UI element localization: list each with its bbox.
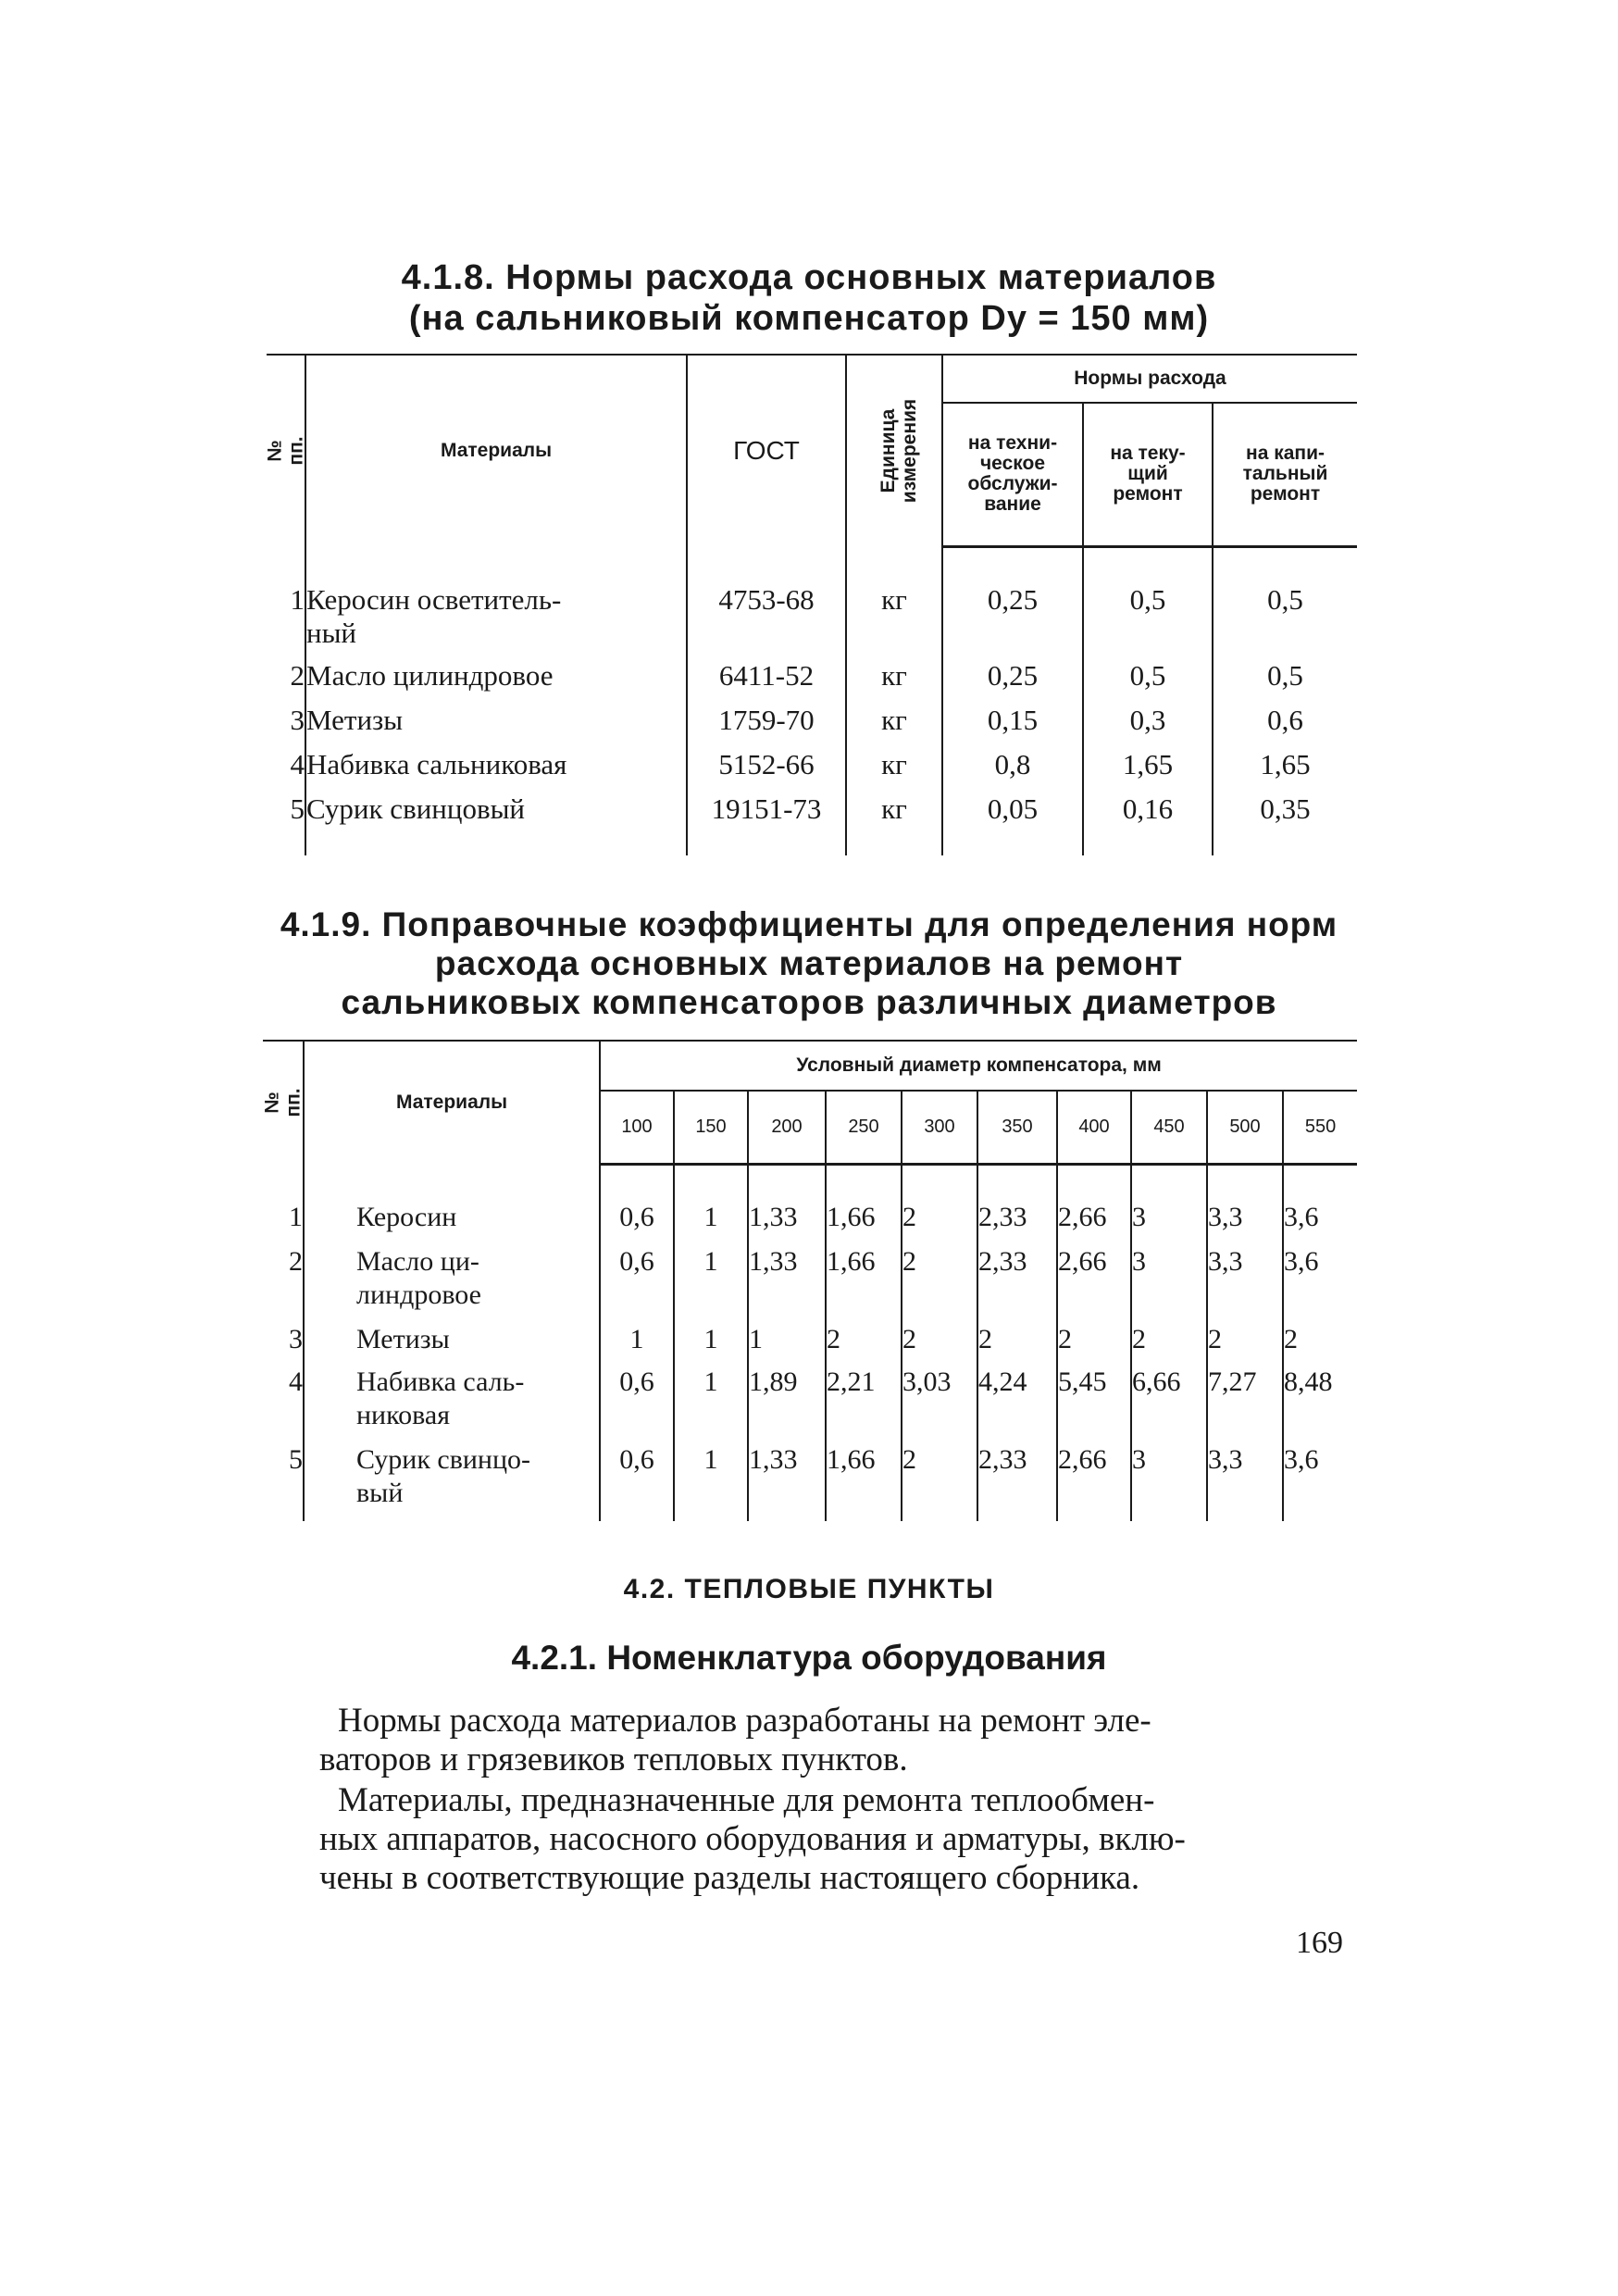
row-num: 4 (267, 748, 305, 792)
coefficient-value: 0,6 (600, 1366, 674, 1443)
coefficient-value: 5,45 (1057, 1366, 1131, 1443)
coefficient-value: 1,66 (826, 1245, 902, 1323)
coefficient-value: 2,66 (1057, 1443, 1131, 1521)
row-num: 5 (267, 792, 305, 837)
header-diameter: 450 (1131, 1091, 1207, 1164)
coefficient-value: 2,33 (977, 1201, 1057, 1245)
coefficient-value: 3,3 (1207, 1245, 1283, 1323)
coefficient-value: 2 (902, 1443, 977, 1521)
coefficient-value: 3 (1131, 1201, 1207, 1245)
maintenance-value: 0,25 (942, 583, 1083, 659)
gost-value: 6411-52 (687, 659, 846, 704)
header-diameter: 250 (826, 1091, 902, 1164)
material-name: Сурик свинцо- вый (304, 1443, 600, 1521)
title-line-3: сальниковых компенсаторов различных диаметров (341, 983, 1277, 1021)
coefficient-value: 2,66 (1057, 1201, 1131, 1245)
coefficient-value: 2,33 (977, 1443, 1057, 1521)
row-num: 5 (263, 1443, 304, 1521)
material-name: Масло цилиндровое (305, 659, 687, 704)
capital-repair-value: 0,35 (1213, 792, 1357, 837)
coefficient-value: 2,66 (1057, 1245, 1131, 1323)
header-norms-group: Нормы расхода (942, 355, 1357, 403)
coefficient-value: 3,3 (1207, 1443, 1283, 1521)
gost-value: 19151-73 (687, 792, 846, 837)
capital-repair-value: 0,5 (1213, 583, 1357, 659)
header-capital-repair: на капи- тальный ремонт (1213, 403, 1357, 546)
unit-value: кг (846, 704, 942, 748)
coefficient-value: 2 (977, 1323, 1057, 1366)
header-num: № пп. (267, 355, 305, 546)
section-4-1-9-title (0, 905, 1618, 1022)
maintenance-value: 0,25 (942, 659, 1083, 704)
coefficient-value: 0,6 (600, 1245, 674, 1323)
coefficient-value: 3,03 (902, 1366, 977, 1443)
table-row (267, 792, 1357, 837)
gost-value: 4753-68 (687, 583, 846, 659)
unit-value: кг (846, 748, 942, 792)
material-name: Керосин (304, 1201, 600, 1245)
coefficient-value: 2 (826, 1323, 902, 1366)
header-diameter: 350 (977, 1091, 1057, 1164)
table-row (263, 1323, 1357, 1366)
material-name: Керосин осветитель- ный (305, 583, 687, 659)
header-materials: Материалы (304, 1041, 600, 1164)
coefficient-value: 3,6 (1283, 1443, 1357, 1521)
header-gost: ГОСТ (687, 355, 846, 546)
current-repair-value: 0,5 (1083, 583, 1213, 659)
page-number: 169 (1296, 1926, 1343, 1960)
coefficient-value: 3,6 (1283, 1201, 1357, 1245)
coefficient-value: 1,33 (748, 1443, 826, 1521)
table-row (267, 583, 1357, 659)
material-name: Метизы (304, 1323, 600, 1366)
header-num: № пп. (263, 1041, 304, 1164)
row-num: 4 (263, 1366, 304, 1443)
coefficient-value: 3 (1131, 1443, 1207, 1521)
unit-value: кг (846, 792, 942, 837)
header-diameter: 150 (674, 1091, 748, 1164)
material-name: Сурик свинцовый (305, 792, 687, 837)
row-num: 2 (263, 1245, 304, 1323)
paragraph-1: Нормы расхода материалов разработаны на ремонт эле- ваторов и грязевиков тепловых пунктов. (319, 1702, 1151, 1778)
coefficient-value: 1 (748, 1323, 826, 1366)
row-num: 1 (267, 583, 305, 659)
header-diameter: 550 (1283, 1091, 1357, 1164)
coefficient-value: 2 (902, 1323, 977, 1366)
coefficient-value: 0,6 (600, 1443, 674, 1521)
coefficient-value: 2 (1057, 1323, 1131, 1366)
capital-repair-value: 0,5 (1213, 659, 1357, 704)
maintenance-value: 0,05 (942, 792, 1083, 837)
current-repair-value: 1,65 (1083, 748, 1213, 792)
current-repair-value: 0,3 (1083, 704, 1213, 748)
coefficient-value: 1,33 (748, 1201, 826, 1245)
coefficient-value: 3 (1131, 1245, 1207, 1323)
table-row (263, 1443, 1357, 1521)
header-materials: Материалы (305, 355, 687, 546)
coefficient-value: 6,66 (1131, 1366, 1207, 1443)
table-row (263, 1366, 1357, 1443)
capital-repair-value: 1,65 (1213, 748, 1357, 792)
coefficient-value: 1 (600, 1323, 674, 1366)
coefficient-value: 3,3 (1207, 1201, 1283, 1245)
header-diameter: 300 (902, 1091, 977, 1164)
current-repair-value: 0,5 (1083, 659, 1213, 704)
paragraph-2: Материалы, предназначенные для ремонта теплообмен- ных аппаратов, насосного оборудования и арматуры, вклю- чены в соответствующие разделы настоящего сборника. (319, 1781, 1186, 1897)
header-unit: Единица измерения (846, 355, 942, 546)
maintenance-value: 0,8 (942, 748, 1083, 792)
capital-repair-value: 0,6 (1213, 704, 1357, 748)
table-row (267, 659, 1357, 704)
coefficient-value: 8,48 (1283, 1366, 1357, 1443)
section-4-2-title: 4.2. ТЕПЛОВЫЕ ПУНКТЫ (623, 1574, 995, 1604)
current-repair-value: 0,16 (1083, 792, 1213, 837)
header-current-repair: на теку- щий ремонт (1083, 403, 1213, 546)
section-4-2-1-title: 4.2.1. Номенклатура оборудования (511, 1639, 1107, 1677)
coefficient-value: 2,21 (826, 1366, 902, 1443)
coefficient-value: 2 (902, 1201, 977, 1245)
title-line-1: 4.1.9. Поправочные коэффициенты для определения норм (280, 905, 1338, 943)
coefficient-value: 1,33 (748, 1245, 826, 1323)
coefficient-value: 4,24 (977, 1366, 1057, 1443)
coefficient-value: 0,6 (600, 1201, 674, 1245)
coefficient-value: 1 (674, 1323, 748, 1366)
row-num: 2 (267, 659, 305, 704)
unit-value: кг (846, 659, 942, 704)
gost-value: 1759-70 (687, 704, 846, 748)
material-name: Метизы (305, 704, 687, 748)
coefficient-value: 1,89 (748, 1366, 826, 1443)
row-num: 3 (263, 1323, 304, 1366)
coefficient-value: 2 (1131, 1323, 1207, 1366)
material-name: Набивка сальниковая (305, 748, 687, 792)
material-name: Набивка саль- никовая (304, 1366, 600, 1443)
maintenance-value: 0,15 (942, 704, 1083, 748)
coefficient-value: 1,66 (826, 1443, 902, 1521)
header-diameter: 200 (748, 1091, 826, 1164)
header-maintenance: на техни- ческое обслужи- вание (942, 403, 1083, 546)
title-line-1: 4.1.8. Нормы расхода основных материалов (401, 258, 1217, 297)
row-num: 3 (267, 704, 305, 748)
coefficient-value: 1 (674, 1366, 748, 1443)
row-num: 1 (263, 1201, 304, 1245)
table-row (263, 1245, 1357, 1323)
table-row (267, 704, 1357, 748)
coefficient-value: 2 (1283, 1323, 1357, 1366)
table-row (263, 1201, 1357, 1245)
unit-value: кг (846, 583, 942, 659)
table-row (267, 748, 1357, 792)
title-line-2: (на сальниковый компенсатор Dy = 150 мм) (408, 299, 1210, 338)
coefficient-value: 1 (674, 1443, 748, 1521)
coefficient-value: 1 (674, 1245, 748, 1323)
coefficient-value: 3,6 (1283, 1245, 1357, 1323)
section-4-1-8-title (0, 257, 1618, 339)
coefficient-value: 7,27 (1207, 1366, 1283, 1443)
title-line-2: расхода основных материалов на ремонт (434, 944, 1184, 982)
header-diameter: 100 (600, 1091, 674, 1164)
coefficient-value: 2 (902, 1245, 977, 1323)
coefficient-value: 2 (1207, 1323, 1283, 1366)
materials-norms-table (264, 354, 1357, 855)
coefficient-value: 1 (674, 1201, 748, 1245)
correction-coefficients-table (263, 1040, 1357, 1521)
header-diameter: 500 (1207, 1091, 1283, 1164)
gost-value: 5152-66 (687, 748, 846, 792)
coefficient-value: 1,66 (826, 1201, 902, 1245)
coefficient-value: 2,33 (977, 1245, 1057, 1323)
header-diameter: 400 (1057, 1091, 1131, 1164)
header-diameter-group: Условный диаметр компенсатора, мм (600, 1041, 1357, 1091)
material-name: Масло ци- линдровое (304, 1245, 600, 1323)
